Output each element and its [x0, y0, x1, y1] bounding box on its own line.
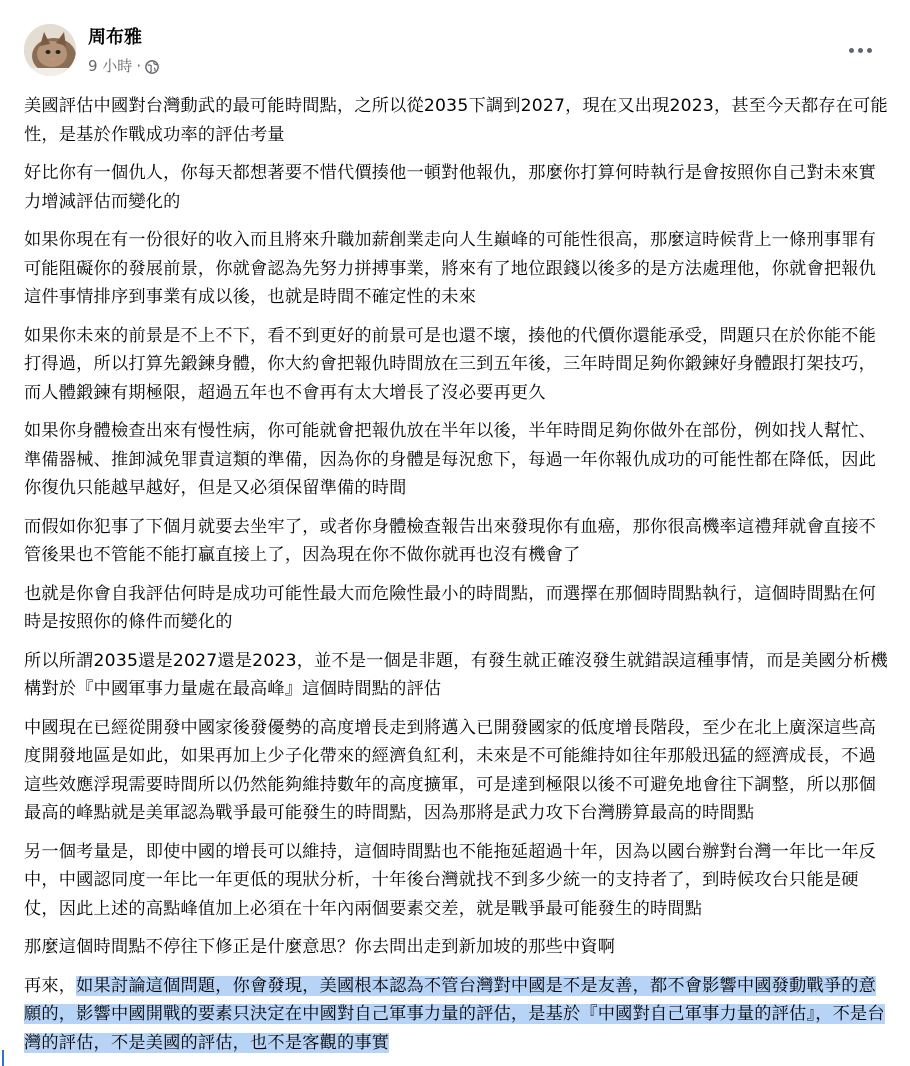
post-paragraph: 如果你現在有一份很好的收入而且將來升職加薪創業走向人生巔峰的可能性很高，那麼這時候背上一條刑事罪有可能阻礙你的發展前景，你就會認為先努力拼搏事業，將來有了地位跟錢以後多的是方法處理他，你就會把報仇這件事情排序到事業有成以後，也就是時間不確定性的未來 — [24, 230, 876, 307]
meta-separator: · — [136, 57, 142, 75]
post-time[interactable]: 9 小時 — [88, 57, 133, 75]
post-paragraph: 也就是你會自我評估何時是成功可能性最大而危險性最小的時間點，而選擇在那個時間點執行，這個時間點在何時是按照你的條件而變化的 — [24, 583, 876, 632]
globe-icon[interactable] — [145, 59, 159, 73]
selected-text[interactable]: 如果討論這個問題，你會發現，美國根本認為不管台灣對中國是不是友善，都不會影響中國發動戰爭的意願的，影響中國開戰的要素只決定在中國對自己軍事力量的評估，是基於『中國對自己軍事力量的評估』，不是台灣的評估，不是美國的評估，也不是客觀的事實 — [24, 975, 885, 1053]
avatar-cat-image — [24, 24, 76, 76]
more-options-button[interactable] — [840, 32, 880, 68]
more-horizontal-icon — [849, 48, 872, 53]
last-paragraph-prefix: 再來， — [24, 975, 77, 996]
post-paragraph: 另一個考量是，即使中國的增長可以維持，這個時間點也不能拖延超過十年，因為以國台辦對台灣一年比一年反中，中國認同度一年比一年更低的現狀分析，十年後台灣就找不到多少統一的支持者了，到時候攻台只能是硬仗，因此上述的高點峰值加上必須在十年內兩個要素交差，就是戰爭最可能發生的時間點 — [24, 841, 876, 919]
post-paragraph: 所以所謂2035還是2027還是2023，並不是一個是非題，有發生就正確沒發生就錯誤這種事情，而是美國分析機構對於『中國軍事力量處在最高峰』這個時間點的評估 — [24, 650, 888, 699]
post-paragraph: 那麼這個時間點不停往下修正是什麼意思？你去問出走到新加坡的那些中資啊 — [24, 937, 616, 957]
post-header — [24, 0, 892, 92]
post-paragraph: 美國評估中國對台灣動武的最可能時間點，之所以從2035下調到2027，現在又出現2023，甚至今天都存在可能性，是基於作戰成功率的評估考量 — [24, 96, 888, 145]
post-body — [24, 92, 892, 1057]
post-paragraph: 中國現在已經從開發中國家後發優勢的高度增長走到將邁入已開發國家的低度增長階段，至少在北上廣深這些高度開發地區是如此，如果再加上少子化帶來的經濟負紅利，未來是不可能維持如往年那般迅猛的經濟成長，不過這些效應浮現需要時間所以仍然能夠維持數年的高度擴軍，可是達到極限以後不可避免地會往下調整，所以那個最高的峰點就是美軍認為戰爭最可能發生的時間點，因為那將是武力攻下台灣勝算最高的時間點 — [24, 717, 876, 823]
post-paragraph: 而假如你犯事了下個月就要去坐牢了，或者你身體檢查報告出來發現你有血癌，那你很高機率這禮拜就會直接不管後果也不管能不能打贏直接上了，因為現在你不做你就再也沒有機會了 — [24, 516, 876, 565]
post-paragraph: 好比你有一個仇人，你每天都想著要不惜代價揍他一頓對他報仇，那麼你打算何時執行是會按照你自己對未來實力增減評估而變化的 — [24, 163, 876, 212]
avatar[interactable] — [24, 24, 76, 76]
post-paragraph: 如果你未來的前景是不上不下，看不到更好的前景可是也還不壞，揍他的代價你還能承受，問題只在於你能不能打得過，所以打算先鍛鍊身體，你大約會把報仇時間放在三到五年後，三年時間足夠你鍛鍊好身體跟打架技巧，而人體鍛鍊有期極限，超過五年也不會再有太大增長了沒必要再更久 — [24, 325, 876, 403]
post-meta — [88, 56, 159, 76]
text-cursor — [2, 1050, 4, 1066]
author-name[interactable]: 周布雅 — [88, 27, 142, 48]
post-paragraph: 如果你身體檢查出來有慢性病，你可能就會把報仇放在半年以後，半年時間足夠你做外在部份，例如找人幫忙、準備器械、推卸減免罪責這類的準備，因為你的身體是每況愈下，每過一年你報仇成功的可能性都在降低，因此你復仇只能越早越好，但是又必須保留準備的時間 — [24, 421, 876, 498]
post-paragraph-last — [24, 972, 892, 1058]
